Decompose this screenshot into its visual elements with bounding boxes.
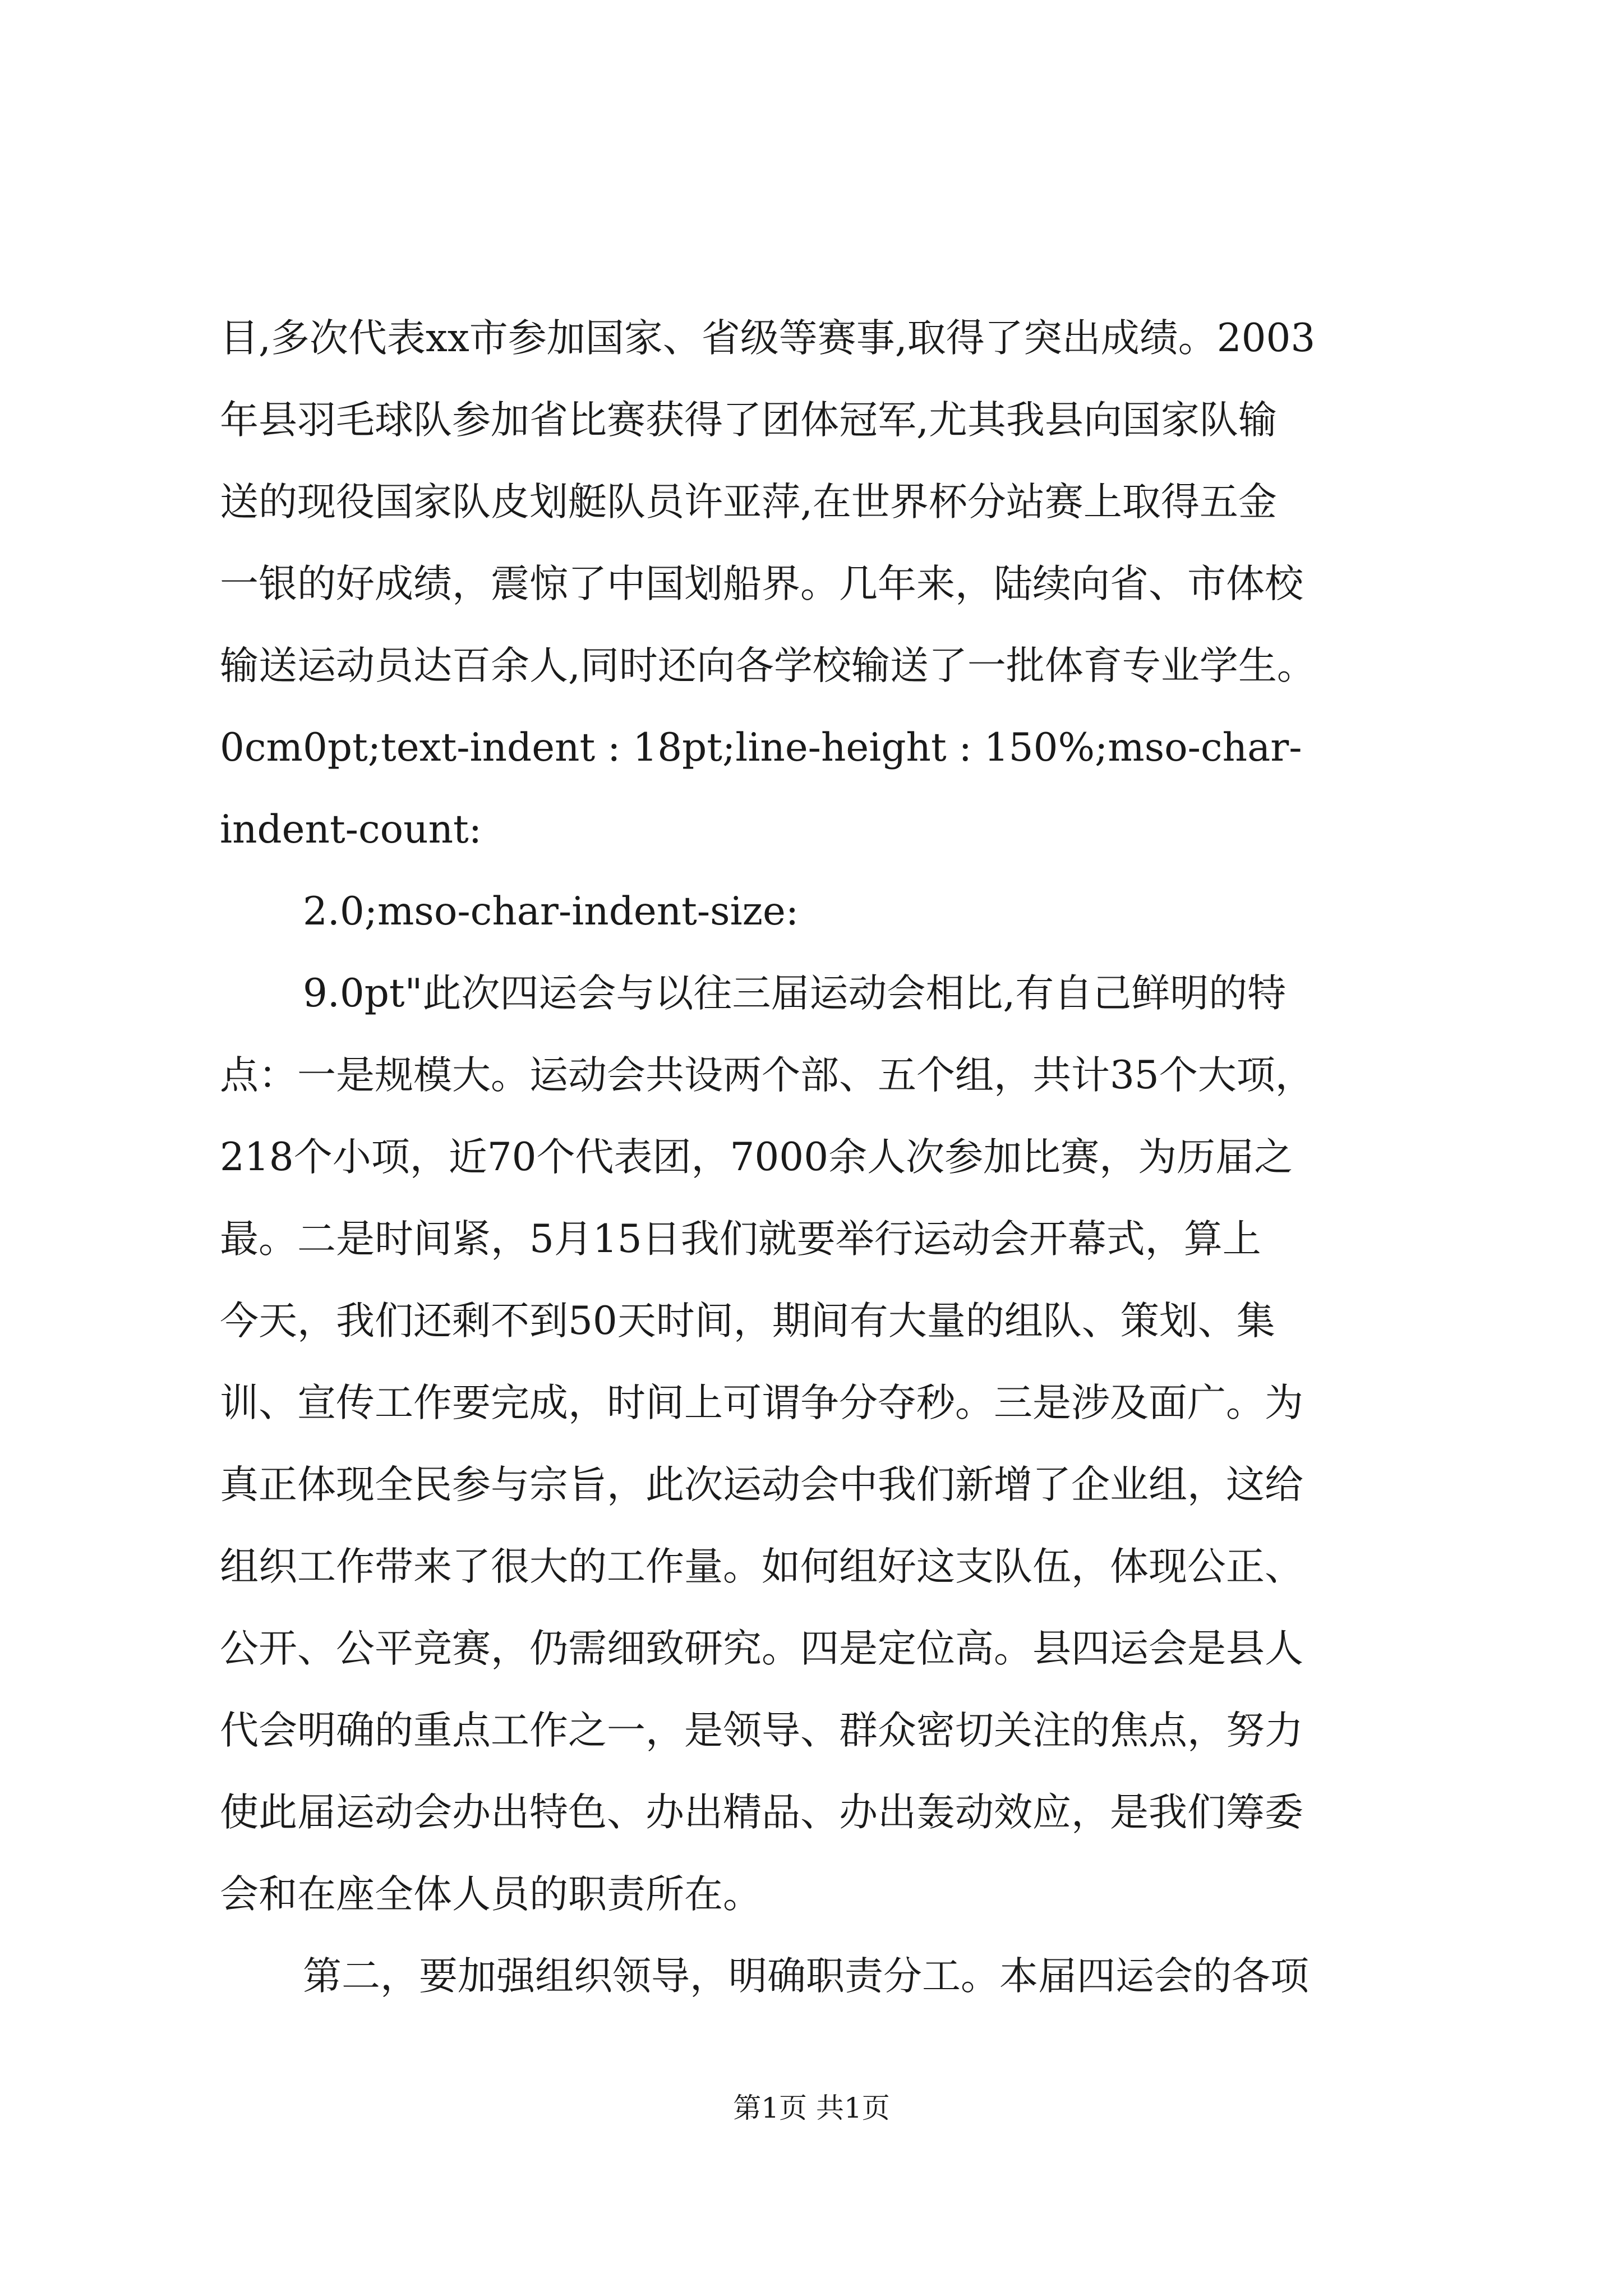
text-line: 218个小项，近70个代表团，7000余人次参加比赛，为历届之 xyxy=(220,1135,1293,1180)
text-line: 会和在座全体人员的职责所在。 xyxy=(220,1872,762,1917)
text-line: indent-count: xyxy=(220,807,482,852)
text-line: 0cm0pt;text-indent : 18pt;line-height : 150%;mso-char- xyxy=(220,725,1302,770)
text-line: 今天，我们还剩不到50天时间，期间有大量的组队、策划、集 xyxy=(220,1299,1275,1343)
text-line: 目,多次代表xx市参加国家、省级等赛事,取得了突出成绩。2003 xyxy=(220,316,1316,361)
text-line: 点：一是规模大。运动会共设两个部、五个组，共计35个大项， xyxy=(220,1053,1314,1098)
text-line: 年县羽毛球队参加省比赛获得了团体冠军,尤其我县向国家队输 xyxy=(220,398,1277,443)
text-line: 最。二是时间紧，5月15日我们就要举行运动会开幕式，算上 xyxy=(220,1217,1261,1262)
text-line: 训、宣传工作要完成，时间上可谓争分夺秒。三是涉及面广。为 xyxy=(220,1381,1303,1425)
text-line: 2.0;mso-char-indent-size: xyxy=(303,889,799,934)
text-line: 组织工作带来了很大的工作量。如何组好这支队伍，体现公正、 xyxy=(220,1544,1303,1589)
document-body xyxy=(220,297,1431,2017)
paragraph-start-line: 第二，要加强组织领导，明确职责分工。本届四运会的各项 xyxy=(303,1954,1309,1999)
text-line: 真正体现全民参与宗旨，此次运动会中我们新增了企业组，这给 xyxy=(220,1462,1303,1507)
text-line: 公开、公平竞赛，仍需细致研究。四是定位高。县四运会是县人 xyxy=(220,1626,1303,1671)
text-line: 一银的好成绩，震惊了中国划船界。几年来，陆续向省、市体校 xyxy=(220,562,1303,606)
text-line: 代会明确的重点工作之一，是领导、群众密切关注的焦点，努力 xyxy=(220,1708,1303,1753)
text-line: 送的现役国家队皮划艇队员许亚萍,在世界杯分站赛上取得五金 xyxy=(220,480,1277,524)
text-line: 使此届运动会办出特色、办出精品、办出轰动效应，是我们筹委 xyxy=(220,1790,1303,1835)
text-line: 输送运动员达百余人,同时还向各学校输送了一批体育专业学生。 xyxy=(220,643,1316,688)
page-footer: 第1页 共1页 xyxy=(733,2092,890,2124)
paragraph-start-line: 9.0pt"此次四运会与以往三届运动会相比,有自己鲜明的特 xyxy=(303,971,1287,1016)
